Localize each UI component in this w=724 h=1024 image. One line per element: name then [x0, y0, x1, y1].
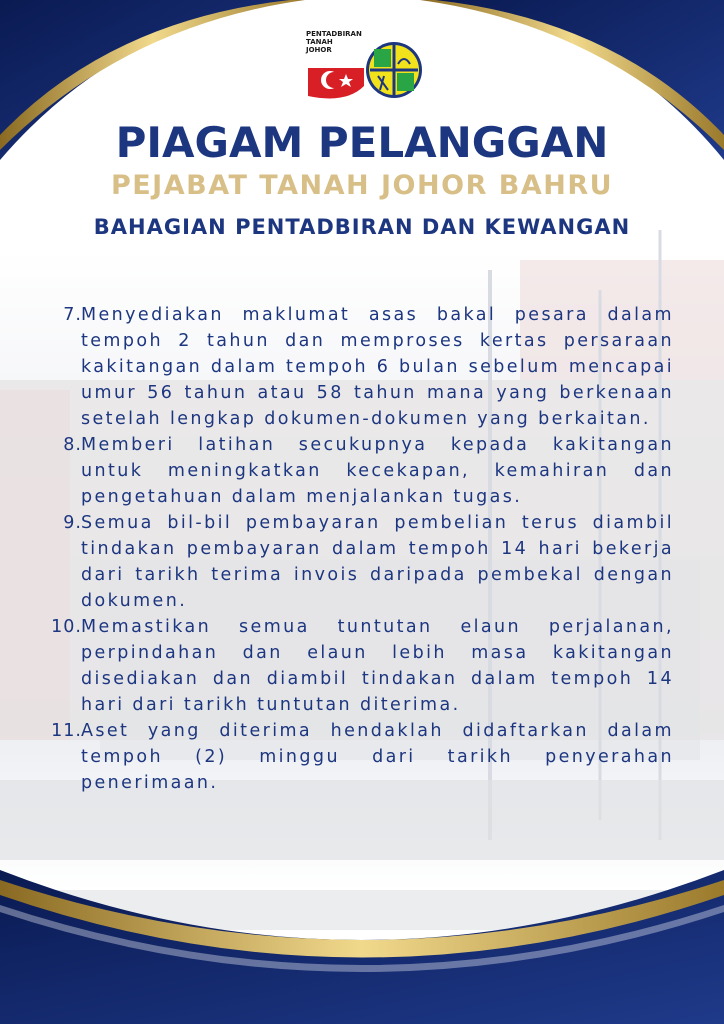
logo-text-line: JOHOR — [306, 46, 332, 54]
item-text: Semua bil-bil pembayaran pembelian terus diambil tindakan pembayaran dalam tempoh 14 hari bekerja dari tarikh terima invois daripada pembekal dengan dokumen. — [81, 513, 674, 611]
list-item — [44, 432, 674, 510]
item-number: 7. — [63, 305, 82, 325]
item-number: 11. — [51, 721, 82, 741]
item-text: Memastikan semua tuntutan elaun perjalanan, perpindahan dan elaun lebih masa kakitangan disediakan dan diambil tindakan dalam tempoh 14 hari dari tarikh tuntutan diterima. — [81, 617, 674, 715]
page-title: PIAGAM PELANGGAN — [115, 118, 609, 167]
charter-item-list — [44, 302, 674, 796]
logo-text-line: PENTADBIRAN — [306, 30, 362, 38]
item-text: Aset yang diterima hendaklah didaftarkan dalam tempoh (2) minggu dari tarikh penyerahan penerimaan. — [81, 721, 674, 793]
item-text: Menyediakan maklumat asas bakal pesara dalam tempoh 2 tahun dan memproses kertas persaraan kakitangan dalam tempoh 6 bulan sebelum mencapai umur 56 tahun atau 58 tahun mana yang berkenaan setelah lengkap dokumen-dokumen yang berkaitan. — [81, 305, 674, 429]
department-heading: BAHAGIAN PENTADBIRAN DAN KEWANGAN — [93, 215, 631, 239]
pentadbiran-tanah-johor-logo — [300, 24, 424, 104]
logo-text — [306, 30, 366, 54]
item-text: Memberi latihan secukupnya kepada kakitangan untuk meningkatkan kecekapan, kemahiran dan pengetahuan dalam menjalankan tugas. — [81, 435, 674, 507]
office-subtitle: PEJABAT TANAH JOHOR BAHRU — [110, 170, 614, 201]
list-item — [44, 302, 674, 432]
item-number: 8. — [63, 435, 82, 455]
list-item — [44, 510, 674, 614]
logo-text-line: TANAH — [306, 38, 333, 46]
item-number: 9. — [63, 513, 82, 533]
list-item — [44, 718, 674, 796]
list-item — [44, 614, 674, 718]
item-number: 10. — [51, 617, 82, 637]
